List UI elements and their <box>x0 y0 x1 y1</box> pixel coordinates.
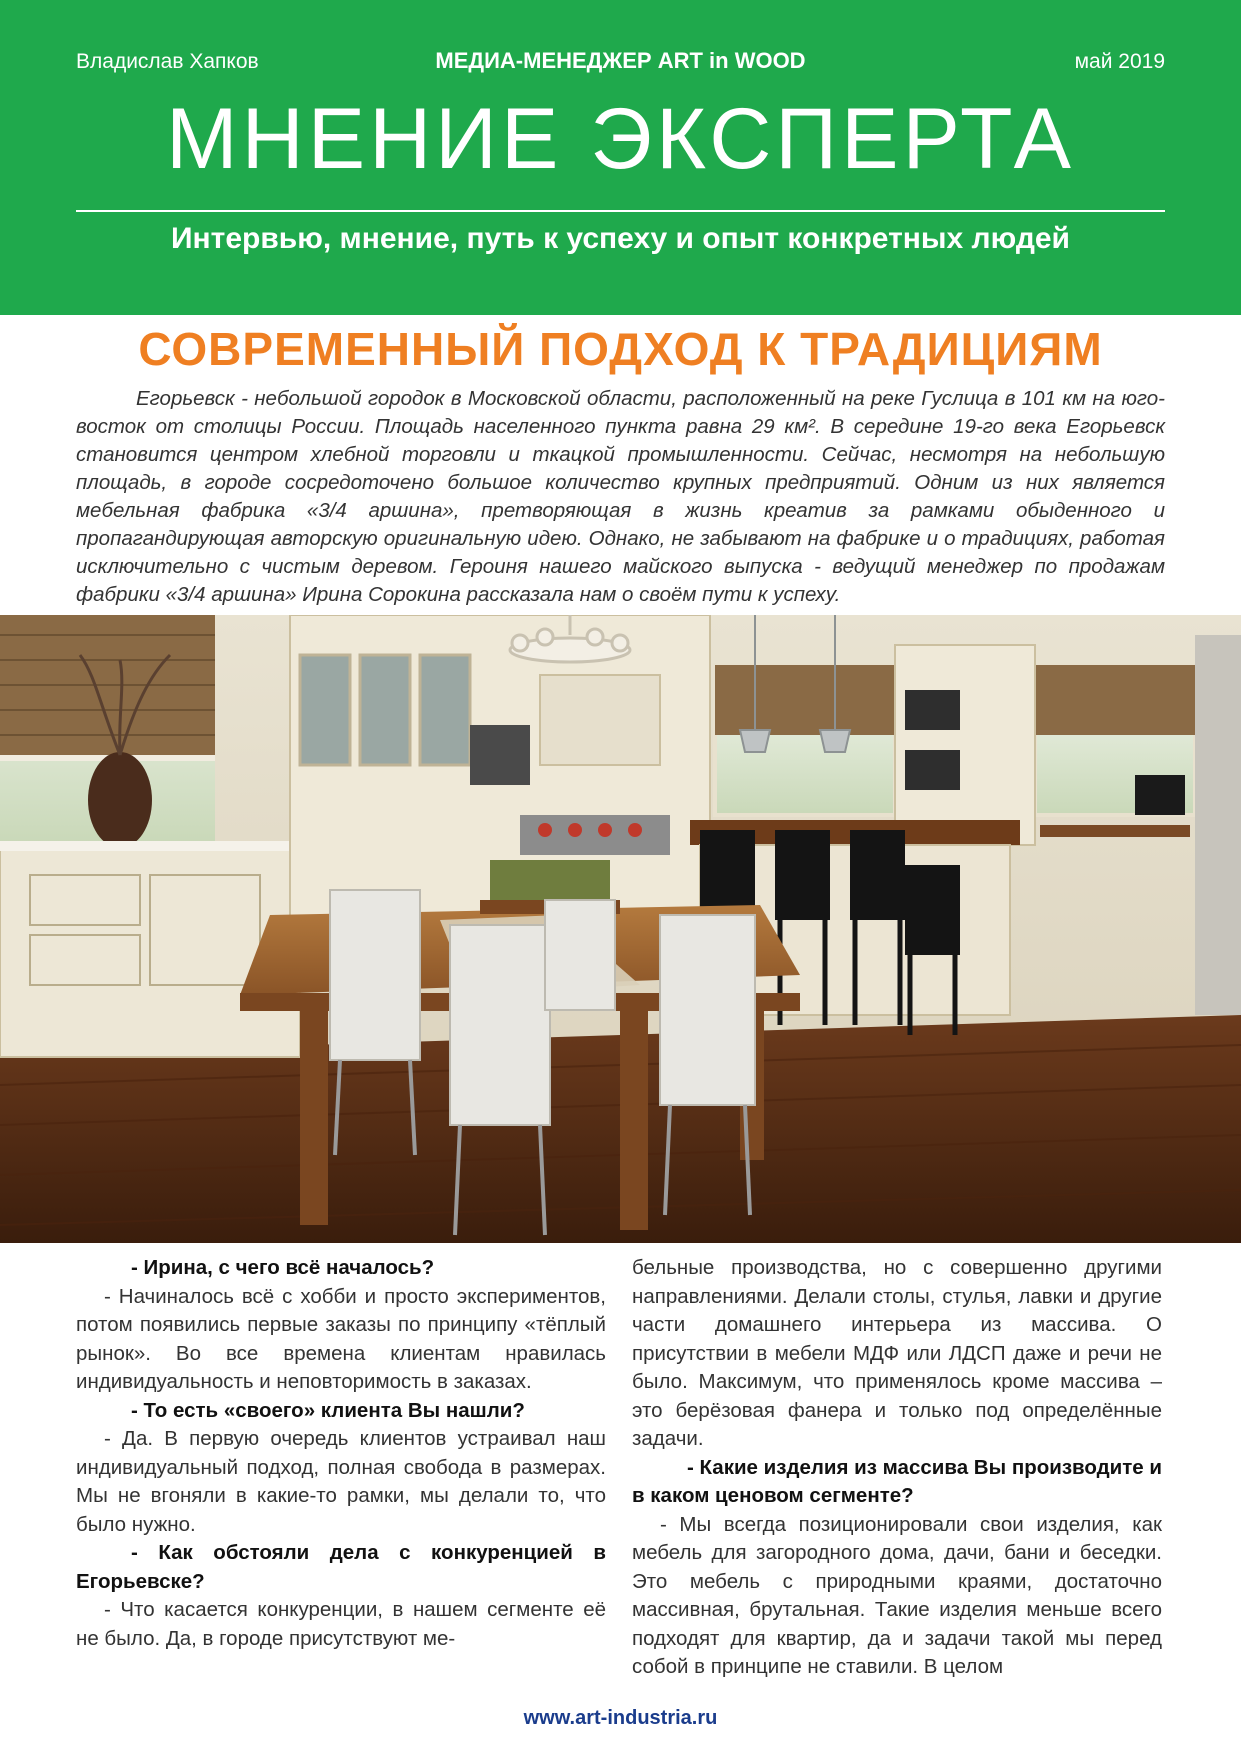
article-lead: Егорьевск - небольшой городок в Московской области, расположенный на реке Гуслица в 101 км на юго-восток от столицы России. Площадь населенного пункта равна 29 км². В середине 19-го века Егорьевск становится центром хлебной торговли и ткацкой промышленности. Сейчас, несмотря на небольшую площадь, в городе сосредоточено большое количество крупных предприятий. Одним из них является мебельная фабрика «3/4 аршина», претворяющая в жизнь креатив за рамками обыденного и пропагандирующая авторскую оригинальную идею. Однако, не забывают на фабрике и о традициях, работая исключительно с чистым деревом. Героиня нашего майского выпуска - ведущий менеджер по продажам фабрики «3/4 аршина» Ирина Сорокина рассказала нам о своём пути к успеху. <box>76 387 1165 606</box>
header-banner <box>0 0 1241 315</box>
section-title: МНЕНИЕ ЭКСПЕРТА <box>165 91 1076 187</box>
interview-column-left <box>76 1254 606 1653</box>
rubric-label: МЕДИА-МЕНЕДЖЕР ART in WOOD <box>435 48 806 73</box>
website-link[interactable]: www.art-industria.ru <box>523 1707 718 1729</box>
author-name: Владислав Хапков <box>76 50 259 73</box>
answer-3: - Что касается конкуренции, в нашем сегменте её не было. Да, в городе присутствуют ме- <box>76 1598 606 1650</box>
answer-1: - Начиналось всё с хобби и просто экспериментов, потом появились первые заказы по принципу «тёплый рынок». Во все времена клиентам нравилась индивидуальность и неповторимость в заказах. <box>76 1284 606 1393</box>
kitchen-photo <box>0 615 1241 1243</box>
question-2: - То есть «своего» клиента Вы нашли? <box>131 1398 525 1422</box>
article-title: СОВРЕМЕННЫЙ ПОДХОД К ТРАДИЦИЯМ <box>138 323 1103 375</box>
question-1: - Ирина, с чего всё началось? <box>131 1256 435 1279</box>
issue-date: май 2019 <box>1074 50 1165 73</box>
section-subtitle: Интервью, мнение, путь к успеху и опыт конкретных людей <box>170 222 1071 255</box>
interview-column-right <box>632 1254 1162 1682</box>
header-divider <box>76 210 1165 212</box>
answer-3-continued: бельные производства, но с совершенно другими направлениями. Делали столы, стулья, лавки и другие части домашнего интерьера из массива. О присутствии в мебели МДФ или ЛДСП даже и речи не было. Максимум, что применялось кроме массива – это берёзовая фанера и только под определённые задачи. <box>632 1256 1162 1450</box>
question-3: - Как обстояли дела с конкуренцией в Егорьевске? <box>76 1541 606 1593</box>
answer-4: - Мы всегда позиционировали свои изделия, как мебель для загородного дома, дачи, бани и беседки. Это мебель с природными краями, достаточно массивная, брутальная. Такие изделия меньше всего подходят для квартир, да и задачи такой мы перед собой в принципе не ставили. В целом <box>632 1512 1162 1678</box>
answer-2: - Да. В первую очередь клиентов устраивал наш индивидуальный подход, полная свобода в размерах. Мы не вгоняли в какие-то рамки, мы делали то, что было нужно. <box>76 1427 606 1536</box>
question-4: - Какие изделия из массива Вы производите и в каком ценовом сегменте? <box>632 1455 1162 1507</box>
